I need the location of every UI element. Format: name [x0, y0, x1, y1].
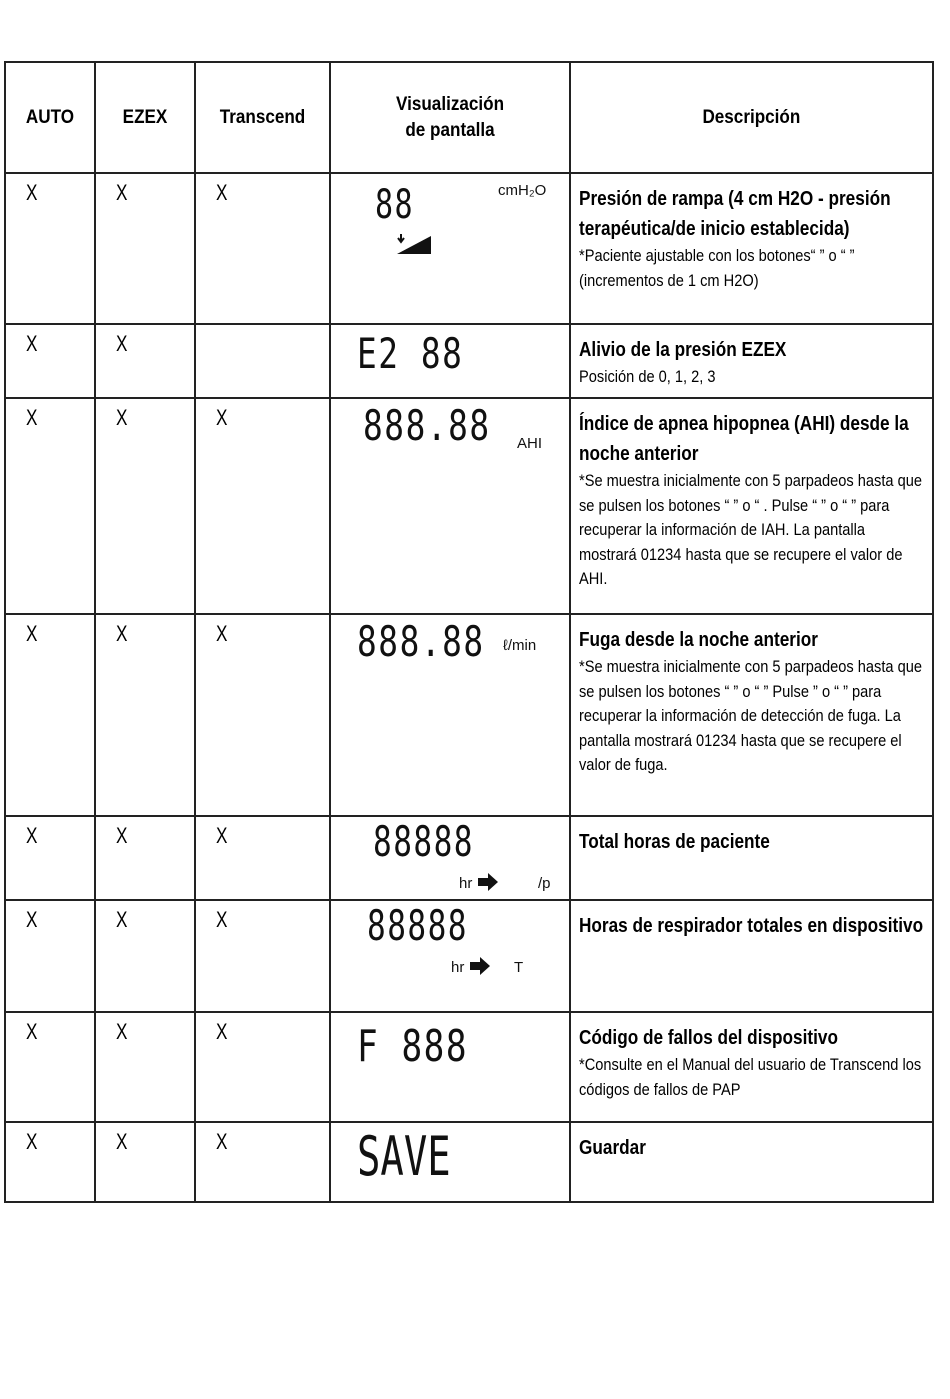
- transcend-mark: [195, 324, 330, 398]
- lcd-unit: AHI: [517, 435, 543, 452]
- auto-mark: X: [5, 324, 95, 398]
- lcd-digits: 888.88: [357, 617, 485, 666]
- lcd-digits: E2 88: [357, 329, 464, 378]
- description-body: *Se muestra inicialmente con 5 parpadeos hasta que se pulsen los botones “ ” o “ ” Pulse ” o “ ” para recuperar la información de detección de fuga. La pantalla mostrará 01234 hasta que se recupere el valor de fuga.: [579, 657, 922, 774]
- description-body: *Paciente ajustable con los botones“ ” o “ ” (incrementos de 1 cm H2O): [579, 246, 855, 290]
- description-cell: [570, 324, 933, 398]
- lcd-display: [330, 398, 570, 614]
- ezex-mark: X: [95, 173, 195, 324]
- header-description: Descripción: [570, 62, 933, 173]
- ramp-icon: [395, 232, 435, 256]
- auto-mark: X: [5, 614, 95, 816]
- lcd-digits: F 888: [357, 1021, 469, 1072]
- lcd-display: [330, 816, 570, 900]
- lcd-display: [330, 614, 570, 816]
- auto-mark: X: [5, 1122, 95, 1202]
- auto-mark: X: [5, 398, 95, 614]
- ezex-mark: X: [95, 816, 195, 900]
- header-display-line2: de pantalla: [405, 119, 495, 141]
- lcd-digits: 888.88: [363, 401, 491, 450]
- header-transcend: Transcend: [202, 62, 324, 173]
- ezex-mark: X: [95, 1012, 195, 1122]
- description-cell: [570, 1012, 933, 1122]
- description-title: Guardar: [579, 1137, 646, 1159]
- transcend-mark: X: [195, 173, 330, 324]
- lcd-unit: hr: [451, 959, 465, 976]
- header-display-line1: Visualización: [395, 93, 505, 115]
- description-title: Fuga desde la noche anterior: [579, 629, 818, 651]
- lcd-unit: cmH₂O: [498, 182, 547, 199]
- ezex-mark: X: [95, 1122, 195, 1202]
- description-cell: [570, 1122, 933, 1202]
- description-cell: [570, 816, 933, 900]
- ezex-mark: X: [95, 398, 195, 614]
- lcd-unit: ℓ/min: [503, 637, 537, 654]
- description-cell: [570, 900, 933, 1012]
- description-title: Total horas de paciente: [579, 831, 770, 853]
- description-title: Horas de respirador totales en dispositivo: [579, 915, 924, 937]
- lcd-display: [330, 173, 570, 324]
- transcend-mark: X: [195, 816, 330, 900]
- lcd-unit-suffix: /p: [538, 875, 551, 892]
- display-reference-table: [4, 61, 934, 1203]
- table-row: [5, 324, 933, 398]
- auto-mark: X: [5, 1012, 95, 1122]
- description-body: *Consulte en el Manual del usuario de Transcend los códigos de fallos de PAP: [579, 1055, 922, 1099]
- description-cell: [570, 398, 933, 614]
- description-body: Posición de 0, 1, 2, 3: [579, 367, 716, 386]
- table-row: [5, 614, 933, 816]
- lcd-digits: SAVE: [357, 1125, 451, 1188]
- description-title: Código de fallos del dispositivo: [579, 1027, 838, 1049]
- transcend-mark: X: [195, 1012, 330, 1122]
- header-ezex: EZEX: [100, 62, 190, 173]
- lcd-digits: 88888: [367, 901, 468, 950]
- header-display: [330, 62, 570, 173]
- description-body: *Se muestra inicialmente con 5 parpadeos hasta que se pulsen los botones “ ” o “ . Pulse “ ” o “ ” para recuperar la información de IAH. La pantalla mostrará 01234 hasta que se recupere el valor de AHI.: [579, 471, 922, 588]
- lcd-display: [330, 900, 570, 1012]
- transcend-mark: X: [195, 1122, 330, 1202]
- table-row: [5, 398, 933, 614]
- description-title: Presión de rampa (4 cm H2O - presión terapéutica/de inicio establecida): [579, 188, 891, 240]
- table-row: [5, 900, 933, 1012]
- description-title: Alivio de la presión EZEX: [579, 339, 787, 361]
- table-row: [5, 1012, 933, 1122]
- transcend-mark: X: [195, 398, 330, 614]
- lcd-digits: 88888: [373, 817, 474, 866]
- arrow-right-icon: [477, 872, 499, 892]
- auto-mark: X: [5, 816, 95, 900]
- table-row: [5, 816, 933, 900]
- auto-mark: X: [5, 900, 95, 1012]
- table-row: [5, 173, 933, 324]
- header-row: [5, 62, 933, 173]
- transcend-mark: X: [195, 614, 330, 816]
- description-cell: [570, 173, 933, 324]
- description-title: Índice de apnea hipopnea (AHI) desde la noche anterior: [579, 413, 909, 465]
- lcd-display: [330, 324, 570, 398]
- lcd-unit: hr: [459, 875, 473, 892]
- description-cell: [570, 614, 933, 816]
- lcd-display: [330, 1012, 570, 1122]
- transcend-mark: X: [195, 900, 330, 1012]
- lcd-display: [330, 1122, 570, 1202]
- lcd-digits: 88: [375, 182, 415, 228]
- lcd-unit-suffix: T: [514, 959, 524, 976]
- table-row: [5, 1122, 933, 1202]
- header-auto: AUTO: [10, 62, 91, 173]
- auto-mark: X: [5, 173, 95, 324]
- ezex-mark: X: [95, 324, 195, 398]
- arrow-right-icon: [469, 956, 491, 976]
- ezex-mark: X: [95, 614, 195, 816]
- ezex-mark: X: [95, 900, 195, 1012]
